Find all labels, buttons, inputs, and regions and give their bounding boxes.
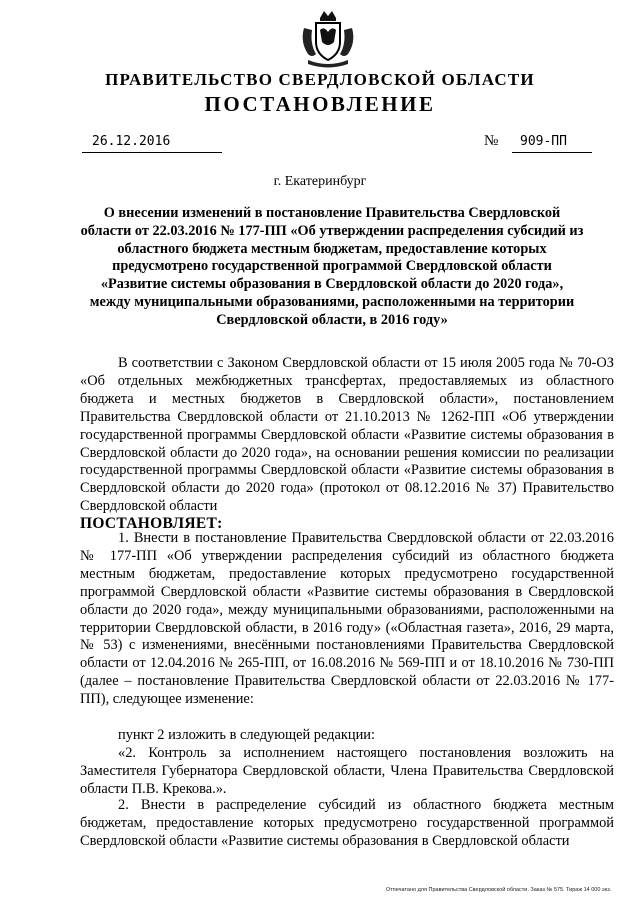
printer-note: Отпечатано для Правительства Свердловской области. Заказ № 575. Тираж 14 000 экз.: [386, 887, 612, 893]
decree-number: 909-ПП: [520, 134, 567, 149]
item-2-paragraph: 2. Внести в распределение субсидий из областного бюджета местным бюджетам, предоставление которых предусмотрено государственной программой Свердловской области «Развитие системы образования в Свердловской области: [80, 797, 614, 849]
number-sign: №: [484, 133, 499, 149]
decree-subject-heading: О внесении изменений в постановление Правительства Свердловской области от 22.03.2016 № 177-ПП «Об утверждении распределения субсидий из областного бюджета местным бюджетам, предоставление которых предусмотрено государственной программой Свердловской области «Развитие системы образования в Свердловской области до 2020 года», между муниципальными образованиями, расположенными на территории Свердловской области, в 2016 году»: [80, 205, 584, 328]
decree-date: 26.12.2016: [92, 134, 171, 149]
legal-basis-paragraph: В соответствии с Законом Свердловской области от 15 июля 2005 года № 70-ОЗ «Об отдельных межбюджетных трансфертах, предоставляемых из областного бюджета и местных бюджетов в Свердловской области», постановлением Правительства Свердловской области от 21.10.2013 № 1262-ПП «Об утверждении государственной программы Свердловской области «Развитие системы образования в Свердловской области до 2020 года», на основании решения комиссии по реализации государственной программы Свердловской области «Развитие системы образования в Свердловской области до 2020 года» (протокол от 08.12.2016 № 37) Правительство Свердловской области: [80, 355, 614, 515]
document-type-title: ПОСТАНОВЛЕНИЕ: [204, 92, 436, 116]
resolves-heading: ПОСТАНОВЛЯЕТ:: [80, 515, 223, 532]
item-1-new-wording: «2. Контроль за исполнением настоящего постановления возложить на Заместителя Губернатора Свердловской области, Члена Правительства Свердловской области П.В. Крекова.».: [80, 745, 614, 797]
government-name: ПРАВИТЕЛЬСТВО СВЕРДЛОВСКОЙ ОБЛАСТИ: [105, 70, 535, 89]
city-of-issue: г. Екатеринбург: [273, 174, 367, 189]
coat-of-arms-icon: [298, 8, 358, 70]
number-underline: [512, 152, 592, 153]
date-underline: [82, 152, 222, 153]
item-1-paragraph: 1. Внести в постановление Правительства Свердловской области от 22.03.2016 № 177-ПП «Об утверждении распределения субсидий из областного бюджета местным бюджетам, предоставление которых предусмотрено государственной программой Свердловской области «Развитие системы образования в Свердловской области до 2020 года», между муниципальными образованиями, расположенными на территории Свердловской области, в 2016 году» («Областная газета», 2016, 29 марта, № 53) с изменениями, внесёнными постановлениями Правительства Свердловской области от 12.04.2016 № 265-ПП, от 16.08.2016 № 569-ПП и от 18.10.2016 № 730-ПП (далее – постановление Правительства Свердловской области от 22.03.2016 № 177-ПП), следующее изменение:: [80, 530, 614, 708]
item-1-amendment-intro: пункт 2 изложить в следующей редакции:: [118, 727, 375, 743]
